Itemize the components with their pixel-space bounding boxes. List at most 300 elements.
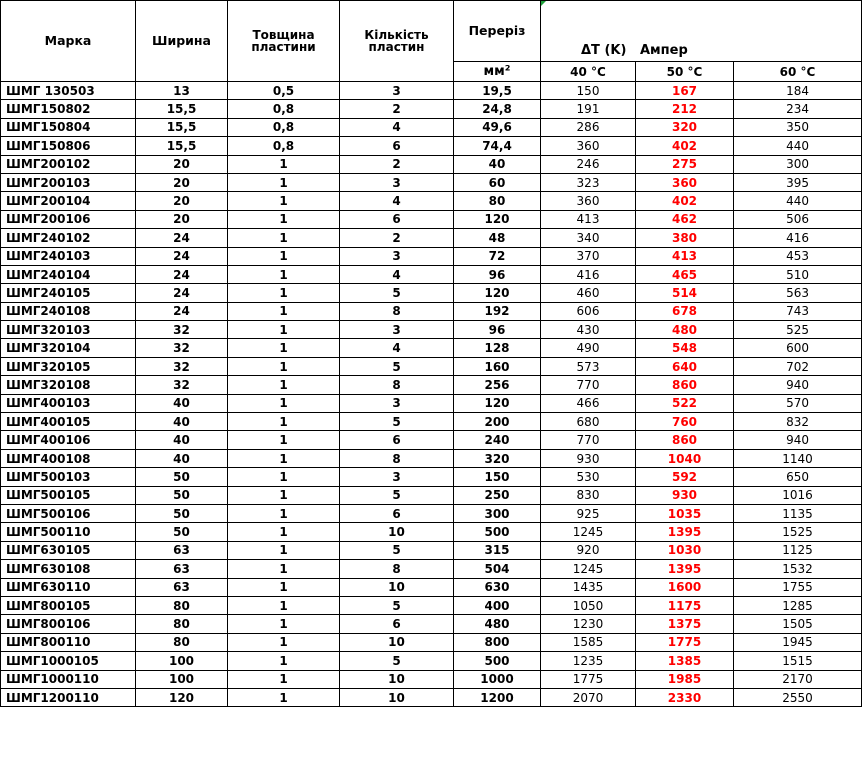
header-temp-50: 50 °C: [636, 62, 734, 82]
cell-brand: ШМГ500105: [1, 486, 136, 504]
cell-brand: ШМГ500110: [1, 523, 136, 541]
cell-amp-50: 640: [636, 357, 734, 375]
cell-count: 5: [340, 652, 454, 670]
cell-amp-60: 570: [734, 394, 862, 412]
cell-amp-40: 2070: [541, 688, 636, 706]
cell-count: 3: [340, 173, 454, 191]
cell-amp-60: 525: [734, 321, 862, 339]
cell-section: 1000: [454, 670, 541, 688]
cell-section: 504: [454, 560, 541, 578]
cell-amp-40: 430: [541, 321, 636, 339]
cell-amp-60: 395: [734, 173, 862, 191]
cell-section: 800: [454, 633, 541, 651]
cell-brand: ШМГ200102: [1, 155, 136, 173]
cell-count: 2: [340, 100, 454, 118]
cell-amp-40: 680: [541, 413, 636, 431]
cell-section: 300: [454, 504, 541, 522]
cell-thickness: 1: [228, 284, 340, 302]
cell-section: 192: [454, 302, 541, 320]
cell-amp-60: 940: [734, 376, 862, 394]
cell-amp-40: 1435: [541, 578, 636, 596]
table-row: [1, 504, 862, 522]
table-row: [1, 431, 862, 449]
cell-section: 315: [454, 541, 541, 559]
cell-thickness: 1: [228, 541, 340, 559]
table-row: [1, 560, 862, 578]
cell-thickness: 1: [228, 431, 340, 449]
cell-amp-40: 925: [541, 504, 636, 522]
cell-thickness: 0,8: [228, 100, 340, 118]
cell-amp-40: 490: [541, 339, 636, 357]
cell-count: 6: [340, 210, 454, 228]
cell-amp-60: 1125: [734, 541, 862, 559]
cell-count: 3: [340, 82, 454, 100]
table-row: [1, 173, 862, 191]
cell-section: 120: [454, 284, 541, 302]
cell-brand: ШМГ1000105: [1, 652, 136, 670]
table-row: [1, 357, 862, 375]
table-row: [1, 155, 862, 173]
cell-amp-40: 1245: [541, 523, 636, 541]
cell-amp-40: 930: [541, 449, 636, 467]
cell-count: 4: [340, 265, 454, 283]
cell-thickness: 1: [228, 615, 340, 633]
cell-amp-50: 275: [636, 155, 734, 173]
cell-section: 150: [454, 468, 541, 486]
cell-amp-40: 770: [541, 376, 636, 394]
header-count: Кількість пластин: [340, 1, 454, 82]
cell-brand: ШМГ1000110: [1, 670, 136, 688]
cell-brand: ШМГ400105: [1, 413, 136, 431]
cell-thickness: 1: [228, 560, 340, 578]
cell-count: 2: [340, 229, 454, 247]
cell-amp-50: 1385: [636, 652, 734, 670]
header-temp-60: 60 °C: [734, 62, 862, 82]
cell-amp-50: 1985: [636, 670, 734, 688]
table-row: [1, 118, 862, 136]
cell-amp-60: 702: [734, 357, 862, 375]
cell-thickness: 1: [228, 578, 340, 596]
cell-brand: ШМГ500106: [1, 504, 136, 522]
cell-count: 10: [340, 633, 454, 651]
cell-count: 2: [340, 155, 454, 173]
cell-section: 320: [454, 449, 541, 467]
cell-amp-50: 1040: [636, 449, 734, 467]
cell-width: 15,5: [136, 118, 228, 136]
header-temp-40: 40 °C: [541, 62, 636, 82]
cell-width: 15,5: [136, 100, 228, 118]
cell-count: 3: [340, 394, 454, 412]
cell-width: 80: [136, 596, 228, 614]
cell-width: 40: [136, 431, 228, 449]
cell-amp-40: 466: [541, 394, 636, 412]
cell-amp-50: 930: [636, 486, 734, 504]
cell-amp-40: 1585: [541, 633, 636, 651]
cell-section: 160: [454, 357, 541, 375]
cell-width: 50: [136, 504, 228, 522]
cell-count: 6: [340, 615, 454, 633]
cell-brand: ШМГ200106: [1, 210, 136, 228]
cell-width: 63: [136, 541, 228, 559]
cell-section: 80: [454, 192, 541, 210]
cell-width: 24: [136, 302, 228, 320]
cell-count: 10: [340, 670, 454, 688]
cell-brand: ШМГ320104: [1, 339, 136, 357]
cell-amp-60: 1016: [734, 486, 862, 504]
cell-brand: ШМГ240105: [1, 284, 136, 302]
cell-amp-40: 370: [541, 247, 636, 265]
cell-amp-40: 830: [541, 486, 636, 504]
table-row: [1, 302, 862, 320]
cell-width: 15,5: [136, 137, 228, 155]
cell-amp-50: 678: [636, 302, 734, 320]
cell-amp-50: 760: [636, 413, 734, 431]
cell-amp-40: 416: [541, 265, 636, 283]
cell-count: 5: [340, 357, 454, 375]
cell-count: 3: [340, 321, 454, 339]
cell-amp-60: 600: [734, 339, 862, 357]
table-row: [1, 670, 862, 688]
cell-brand: ШМГ240108: [1, 302, 136, 320]
cell-amp-50: 592: [636, 468, 734, 486]
cell-brand: ШМГ240103: [1, 247, 136, 265]
cell-section: 96: [454, 321, 541, 339]
cell-amp-40: 323: [541, 173, 636, 191]
cell-brand: ШМГ800106: [1, 615, 136, 633]
cell-count: 10: [340, 688, 454, 706]
cell-width: 32: [136, 357, 228, 375]
cell-width: 40: [136, 449, 228, 467]
cell-amp-60: 300: [734, 155, 862, 173]
cell-brand: ШМГ150802: [1, 100, 136, 118]
cell-amp-50: 1395: [636, 560, 734, 578]
cell-brand: ШМГ400106: [1, 431, 136, 449]
cell-amp-50: 1035: [636, 504, 734, 522]
cell-section: 74,4: [454, 137, 541, 155]
cell-thickness: 1: [228, 394, 340, 412]
cell-thickness: 1: [228, 504, 340, 522]
cell-amp-50: 1030: [636, 541, 734, 559]
cell-width: 100: [136, 670, 228, 688]
table-row: [1, 137, 862, 155]
cell-amp-40: 1775: [541, 670, 636, 688]
cell-brand: ШМГ630110: [1, 578, 136, 596]
table-row: [1, 321, 862, 339]
cell-amp-40: 413: [541, 210, 636, 228]
cell-count: 5: [340, 596, 454, 614]
cell-brand: ШМГ150806: [1, 137, 136, 155]
cell-width: 13: [136, 82, 228, 100]
table-row: [1, 339, 862, 357]
table-row: [1, 468, 862, 486]
cell-count: 10: [340, 523, 454, 541]
cell-brand: ШМГ320103: [1, 321, 136, 339]
cell-count: 10: [340, 578, 454, 596]
cell-width: 80: [136, 615, 228, 633]
cell-width: 32: [136, 339, 228, 357]
cell-section: 120: [454, 394, 541, 412]
table-row: [1, 596, 862, 614]
cell-amp-60: 2170: [734, 670, 862, 688]
cell-amp-60: 1525: [734, 523, 862, 541]
cell-brand: ШМГ1200110: [1, 688, 136, 706]
cell-count: 4: [340, 118, 454, 136]
cell-amp-40: 340: [541, 229, 636, 247]
cell-count: 8: [340, 376, 454, 394]
cell-thickness: 1: [228, 486, 340, 504]
cell-brand: ШМГ240102: [1, 229, 136, 247]
cell-brand: ШМГ200104: [1, 192, 136, 210]
cell-thickness: 1: [228, 449, 340, 467]
cell-amp-40: 1230: [541, 615, 636, 633]
cell-amp-60: 184: [734, 82, 862, 100]
cell-amp-40: 246: [541, 155, 636, 173]
cell-brand: ШМГ200103: [1, 173, 136, 191]
cell-amp-50: 1395: [636, 523, 734, 541]
cell-amp-60: 1945: [734, 633, 862, 651]
cell-brand: ШМГ320108: [1, 376, 136, 394]
cell-amp-40: 770: [541, 431, 636, 449]
cell-section: 256: [454, 376, 541, 394]
table-row: [1, 265, 862, 283]
cell-amp-50: 860: [636, 376, 734, 394]
cell-amp-50: 380: [636, 229, 734, 247]
cell-amp-40: 1245: [541, 560, 636, 578]
cell-amp-60: 940: [734, 431, 862, 449]
cell-amp-40: 150: [541, 82, 636, 100]
cell-count: 3: [340, 247, 454, 265]
cell-amp-60: 1135: [734, 504, 862, 522]
cell-count: 8: [340, 302, 454, 320]
cell-section: 48: [454, 229, 541, 247]
table-row: [1, 578, 862, 596]
cell-amp-60: 440: [734, 137, 862, 155]
cell-amp-60: 563: [734, 284, 862, 302]
cell-thickness: 1: [228, 670, 340, 688]
cell-thickness: 1: [228, 155, 340, 173]
cell-thickness: 1: [228, 339, 340, 357]
cell-amp-60: 1515: [734, 652, 862, 670]
cell-amp-60: 440: [734, 192, 862, 210]
cell-amp-60: 510: [734, 265, 862, 283]
cell-amp-50: 860: [636, 431, 734, 449]
cell-section: 19,5: [454, 82, 541, 100]
cell-count: 5: [340, 284, 454, 302]
cell-amp-60: 1285: [734, 596, 862, 614]
cell-brand: ШМГ800110: [1, 633, 136, 651]
cell-width: 63: [136, 578, 228, 596]
cell-section: 480: [454, 615, 541, 633]
cell-amp-40: 360: [541, 192, 636, 210]
header-brand: Марка: [1, 1, 136, 82]
cell-amp-40: 1050: [541, 596, 636, 614]
cell-brand: ШМГ630108: [1, 560, 136, 578]
cell-brand: ШМГ400103: [1, 394, 136, 412]
cell-amp-60: 453: [734, 247, 862, 265]
cell-width: 20: [136, 173, 228, 191]
table-row: [1, 523, 862, 541]
cell-thickness: 1: [228, 688, 340, 706]
cell-width: 20: [136, 155, 228, 173]
cell-section: 500: [454, 652, 541, 670]
cell-thickness: 1: [228, 321, 340, 339]
cell-count: 6: [340, 504, 454, 522]
cell-section: 96: [454, 265, 541, 283]
cell-amp-40: 1235: [541, 652, 636, 670]
cell-amp-60: 350: [734, 118, 862, 136]
table-row: [1, 486, 862, 504]
cell-brand: ШМГ800105: [1, 596, 136, 614]
cell-thickness: 0,8: [228, 137, 340, 155]
table-row: [1, 284, 862, 302]
cell-amp-60: 1755: [734, 578, 862, 596]
cell-thickness: 1: [228, 413, 340, 431]
cell-amp-60: 506: [734, 210, 862, 228]
cell-section: 400: [454, 596, 541, 614]
cell-amp-50: 2330: [636, 688, 734, 706]
cell-count: 8: [340, 449, 454, 467]
cell-width: 40: [136, 394, 228, 412]
cell-width: 24: [136, 265, 228, 283]
cell-thickness: 1: [228, 210, 340, 228]
cell-amp-50: 402: [636, 192, 734, 210]
cell-amp-50: 320: [636, 118, 734, 136]
cell-amp-50: 480: [636, 321, 734, 339]
cell-amp-60: 2550: [734, 688, 862, 706]
cell-section: 24,8: [454, 100, 541, 118]
header-width: Ширина: [136, 1, 228, 82]
table-row: [1, 229, 862, 247]
cell-section: 200: [454, 413, 541, 431]
cell-amp-50: 402: [636, 137, 734, 155]
cell-amp-60: 832: [734, 413, 862, 431]
cell-width: 80: [136, 633, 228, 651]
cell-width: 24: [136, 247, 228, 265]
table-row: [1, 376, 862, 394]
cell-section: 240: [454, 431, 541, 449]
cell-count: 3: [340, 468, 454, 486]
cell-section: 128: [454, 339, 541, 357]
cell-width: 32: [136, 321, 228, 339]
cell-amp-40: 286: [541, 118, 636, 136]
cell-count: 8: [340, 560, 454, 578]
cell-count: 6: [340, 137, 454, 155]
cell-amp-50: 167: [636, 82, 734, 100]
table-body: [1, 82, 862, 707]
cell-amp-60: 1505: [734, 615, 862, 633]
cell-amp-50: 548: [636, 339, 734, 357]
cell-count: 4: [340, 192, 454, 210]
cell-section: 120: [454, 210, 541, 228]
cell-section: 49,6: [454, 118, 541, 136]
cell-amp-40: 360: [541, 137, 636, 155]
cell-section: 40: [454, 155, 541, 173]
cell-section: 60: [454, 173, 541, 191]
cell-section: 1200: [454, 688, 541, 706]
cell-thickness: 1: [228, 302, 340, 320]
cell-thickness: 0,8: [228, 118, 340, 136]
table-row: [1, 652, 862, 670]
cell-count: 5: [340, 486, 454, 504]
cell-amp-40: 191: [541, 100, 636, 118]
cell-width: 24: [136, 284, 228, 302]
cell-section: 500: [454, 523, 541, 541]
cell-section: 630: [454, 578, 541, 596]
cell-amp-50: 360: [636, 173, 734, 191]
cell-width: 50: [136, 486, 228, 504]
cell-amp-50: 1375: [636, 615, 734, 633]
cell-thickness: 1: [228, 247, 340, 265]
header-section-unit: мм²: [454, 62, 541, 82]
cell-section: 72: [454, 247, 541, 265]
cell-amp-50: 462: [636, 210, 734, 228]
cell-width: 50: [136, 468, 228, 486]
cell-width: 63: [136, 560, 228, 578]
cell-amp-40: 573: [541, 357, 636, 375]
cell-amp-50: 514: [636, 284, 734, 302]
table-row: [1, 633, 862, 651]
cell-thickness: 1: [228, 652, 340, 670]
cell-amp-60: 650: [734, 468, 862, 486]
cell-count: 5: [340, 541, 454, 559]
cell-thickness: 1: [228, 376, 340, 394]
cell-width: 120: [136, 688, 228, 706]
cell-amp-60: 1140: [734, 449, 862, 467]
cell-brand: ШМГ 130503: [1, 82, 136, 100]
table-row: [1, 688, 862, 706]
table-row: [1, 210, 862, 228]
header-section: Переріз: [454, 1, 541, 62]
cell-brand: ШМГ320105: [1, 357, 136, 375]
cell-count: 6: [340, 431, 454, 449]
cell-amp-50: 1175: [636, 596, 734, 614]
cell-amp-60: 1532: [734, 560, 862, 578]
header-delta-t: ΔT (K) Ампер: [541, 1, 862, 62]
table-row: [1, 247, 862, 265]
cell-count: 5: [340, 413, 454, 431]
cell-thickness: 1: [228, 229, 340, 247]
cell-thickness: 1: [228, 523, 340, 541]
header-thickness: Товщина пластини: [228, 1, 340, 82]
cell-amp-40: 606: [541, 302, 636, 320]
cell-thickness: 1: [228, 192, 340, 210]
cell-count: 4: [340, 339, 454, 357]
cell-brand: ШМГ500103: [1, 468, 136, 486]
cell-thickness: 1: [228, 596, 340, 614]
cell-width: 40: [136, 413, 228, 431]
cell-brand: ШМГ400108: [1, 449, 136, 467]
cell-thickness: 1: [228, 173, 340, 191]
cell-section: 250: [454, 486, 541, 504]
cell-thickness: 1: [228, 633, 340, 651]
table-row: [1, 449, 862, 467]
cell-thickness: 1: [228, 265, 340, 283]
cell-thickness: 0,5: [228, 82, 340, 100]
cell-width: 32: [136, 376, 228, 394]
cell-amp-60: 234: [734, 100, 862, 118]
table-row: [1, 413, 862, 431]
table-row: [1, 615, 862, 633]
cell-brand: ШМГ150804: [1, 118, 136, 136]
cell-amp-50: 522: [636, 394, 734, 412]
cell-width: 24: [136, 229, 228, 247]
cell-brand: ШМГ630105: [1, 541, 136, 559]
cell-amp-50: 413: [636, 247, 734, 265]
cell-amp-50: 1600: [636, 578, 734, 596]
cell-width: 20: [136, 210, 228, 228]
cell-width: 100: [136, 652, 228, 670]
cell-amp-50: 1775: [636, 633, 734, 651]
